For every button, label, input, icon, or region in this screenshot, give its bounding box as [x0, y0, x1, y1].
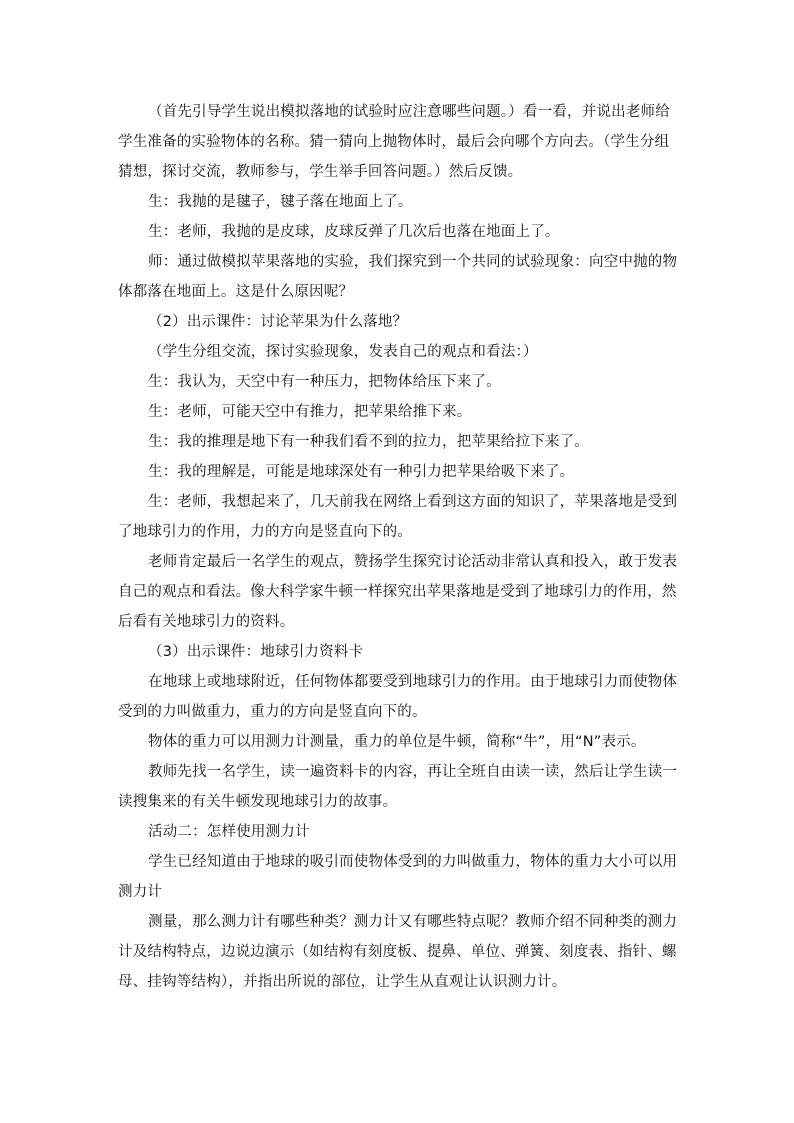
- paragraph-teacher-question: 师：通过做模拟苹果落地的实验，我们探究到一个共同的试验现象：向空中抛的物体都落在地面上。这是什么原因呢？: [118, 254, 678, 300]
- paragraph-student-answer-3: 生：我认为，天空中有一种压力，把物体给压下来了。: [148, 374, 501, 390]
- paragraph-student-answer-6: 生：我的理解是，可能是地球深处有一种引力把苹果给吸下来了。: [148, 464, 575, 480]
- paragraph-courseware-3: （3）出示课件：地球引力资料卡: [148, 644, 364, 660]
- paragraph-student-answer-4: 生：老师，可能天空中有推力，把苹果给推下来。: [148, 404, 472, 420]
- paragraph-courseware-2: （2）出示课件：讨论苹果为什么落地？: [148, 314, 408, 330]
- paragraph-student-answer-5: 生：我的推理是地下有一种我们看不到的拉力，把苹果给拉下来了。: [148, 434, 589, 450]
- paragraph-gravity-definition: 在地球上或地球附近，任何物体都要受到地球引力的作用。由于地球引力而使物体受到的力叫做重力，重力的方向是竖直向下的。: [118, 674, 678, 720]
- document-body: [118, 97, 680, 997]
- paragraph-student-answer-7: 生：老师，我想起来了，几天前我在网络上看到这方面的知识了，苹果落地是受到了地球引力的作用，力的方向是竖直向下的。: [118, 494, 678, 540]
- paragraph-force-meter-intro: 学生已经知道由于地球的吸引而使物体受到的力叫做重力，物体的重力大小可以用测力计: [118, 854, 678, 900]
- paragraph-student-answer-1: 生：我抛的是毽子，毽子落在地面上了。: [148, 194, 413, 210]
- paragraph-teacher-affirmation: 老师肯定最后一名学生的观点，赞扬学生探究讨论活动非常认真和投入，敢于发表自己的观点和看法。像大科学家牛顿一样探究出苹果落地是受到了地球引力的作用，然后看有关地球引力的资料。: [118, 554, 678, 630]
- paragraph-gravity-unit: 物体的重力可以用测力计测量，重力的单位是牛顿，简称“牛”，用“N”表示。: [148, 734, 646, 750]
- paragraph-intro: （首先引导学生说出模拟落地的试验时应注意哪些问题。）看一看，并说出老师给学生准备的实验物体的名称。猜一猜向上抛物体时，最后会向哪个方向去。（学生分组猜想，探讨交流，教师参与，学生举手回答问题。）然后反馈。: [118, 104, 670, 180]
- paragraph-activity-two-heading: 活动二：怎样使用测力计: [148, 824, 310, 840]
- paragraph-reading-activity: 教师先找一名学生，读一遍资料卡的内容，再让全班自由读一读，然后让学生读一读搜集来的有关牛顿发现地球引力的故事。: [118, 764, 678, 810]
- paragraph-force-meter-details: 测量，那么测力计有哪些种类？测力计又有哪些特点呢？教师介绍不同种类的测力计及结构特点，边说边演示（如结构有刻度板、提鼻、单位、弹簧、刻度表、指针、螺母、挂钩等结构），并指出所说的部位，让学生从直观让认识测力计。: [118, 914, 678, 990]
- paragraph-group-discussion: （学生分组交流，探讨实验现象，发表自己的观点和看法：）: [148, 344, 538, 360]
- paragraph-student-answer-2: 生：老师，我抛的是皮球，皮球反弹了几次后也落在地面上了。: [148, 224, 560, 240]
